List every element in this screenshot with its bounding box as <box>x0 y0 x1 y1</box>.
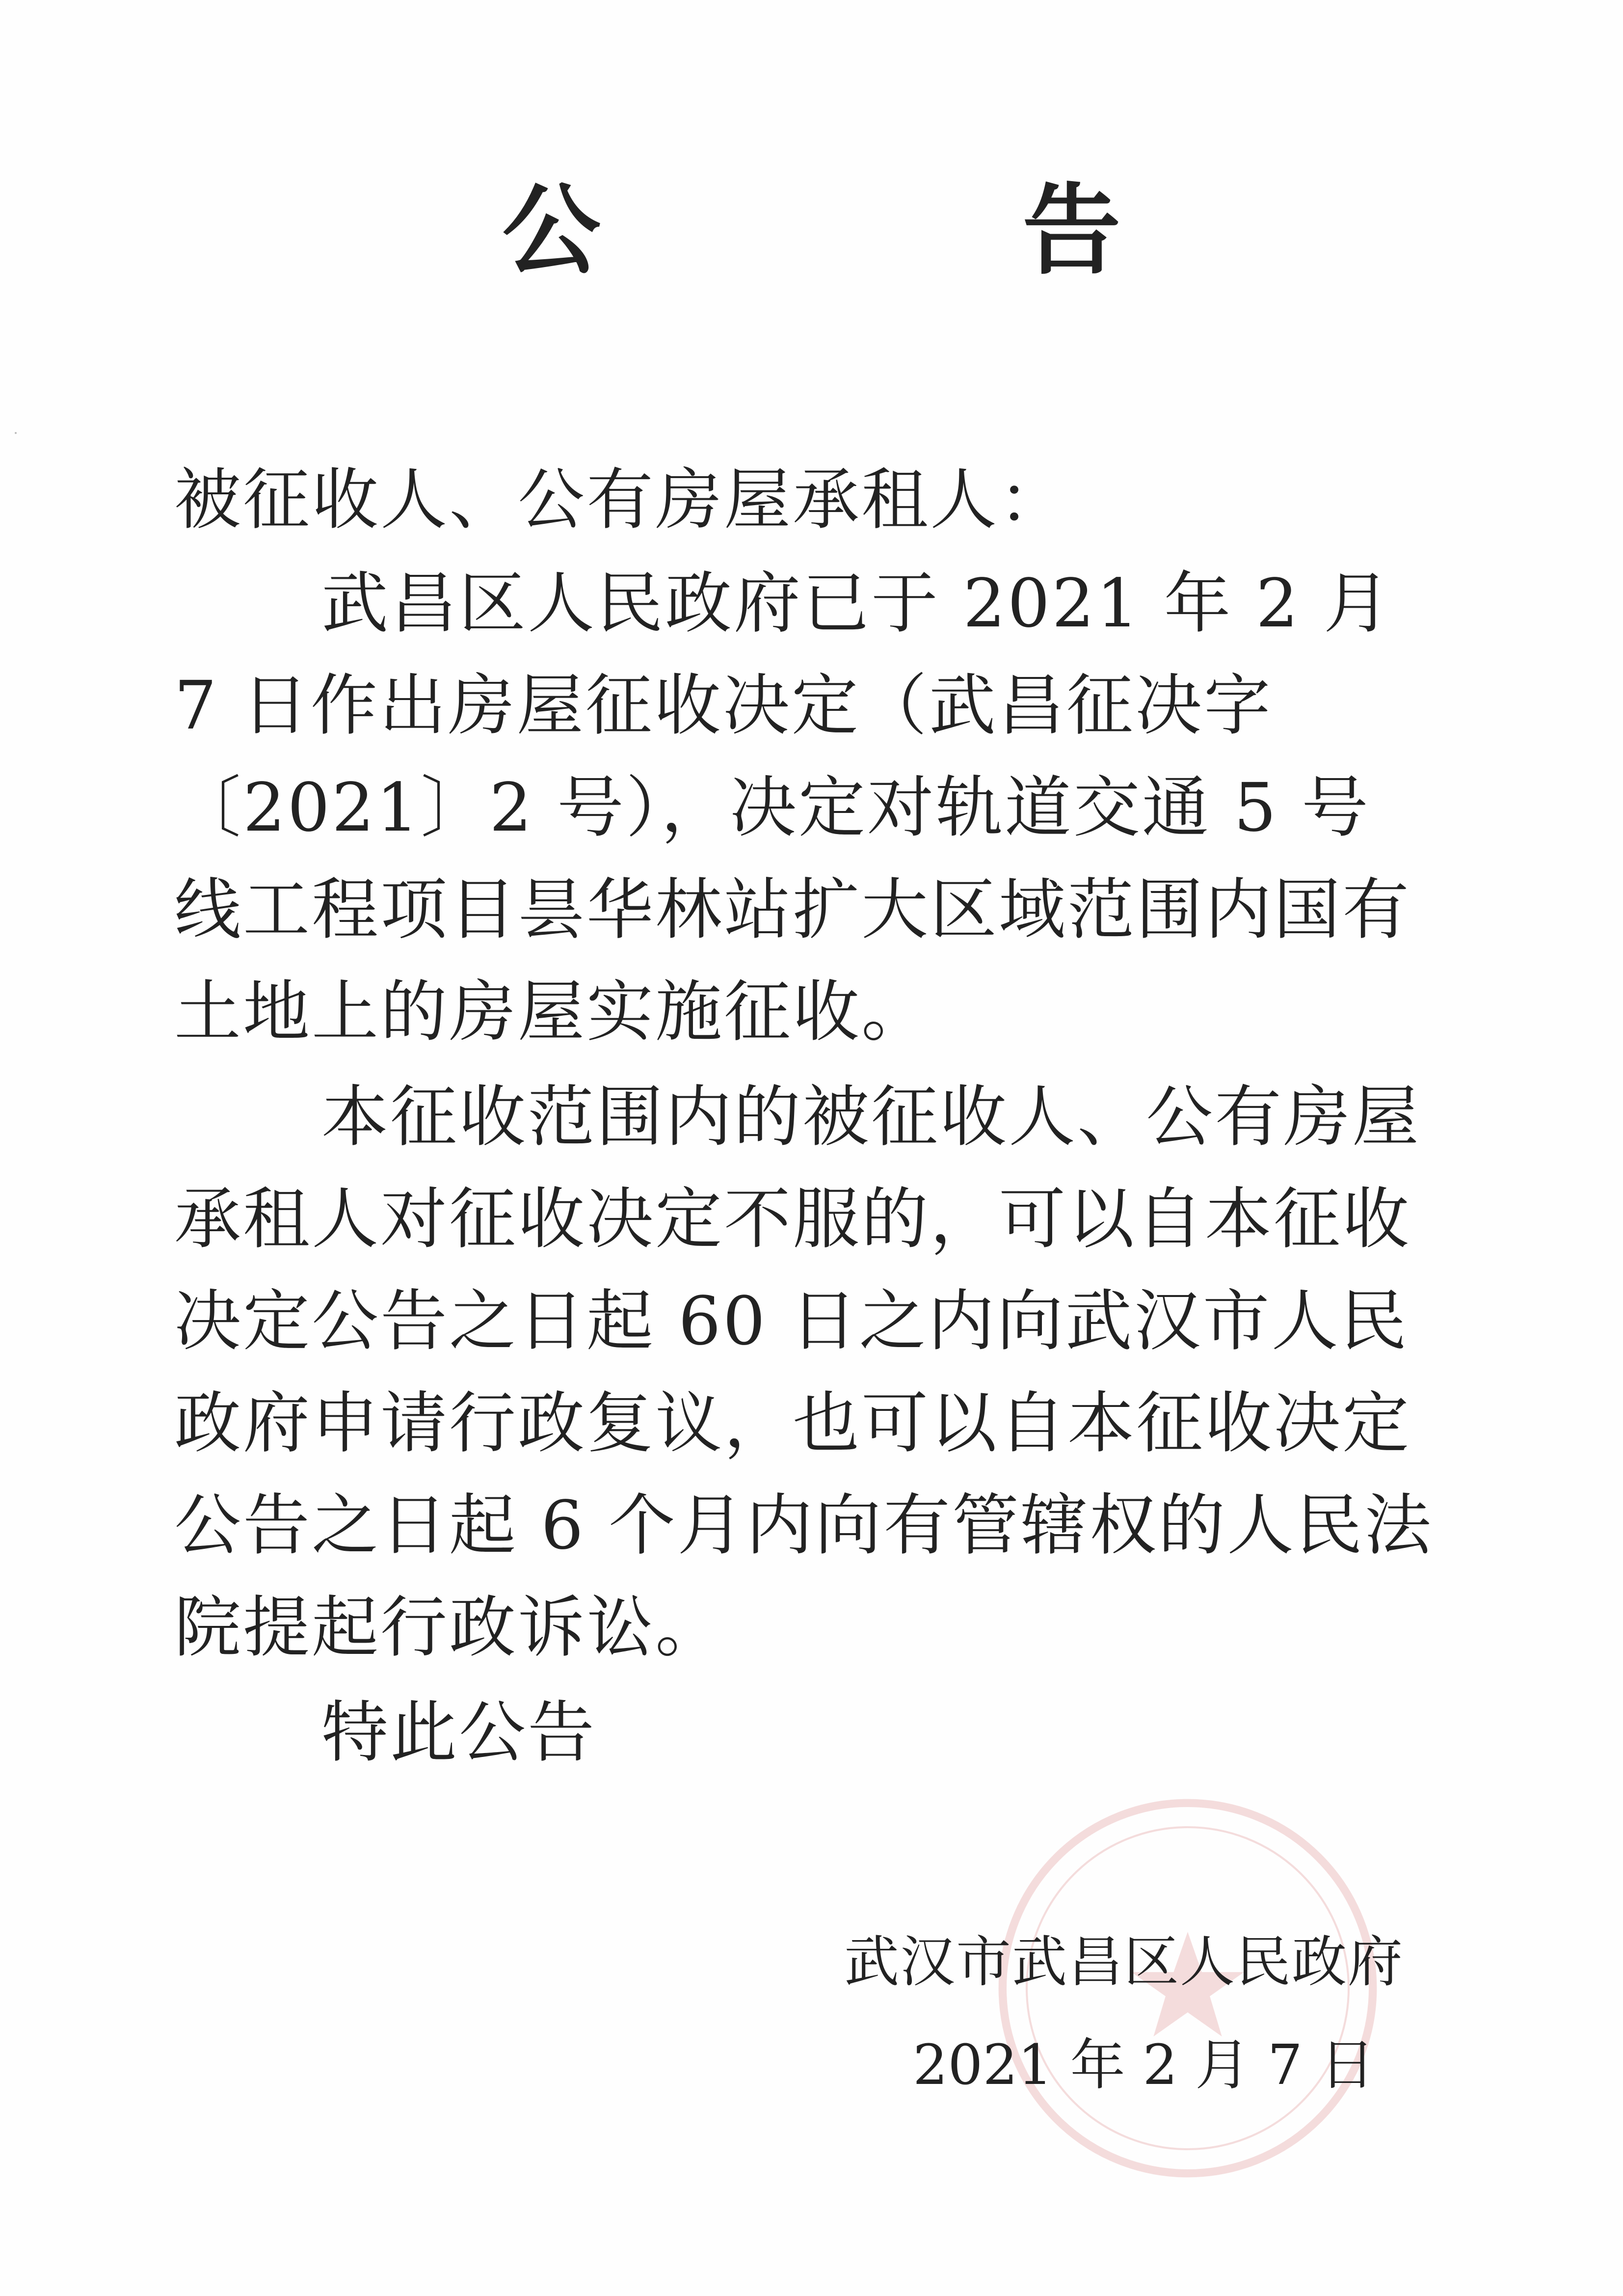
paragraph-appeal-rights: 本征收范围内的被征收人、公有房屋承租人对征收决定不服的，可以自本征收决定公告之日起 60 日之内向武汉市人民政府申请行政复议，也可以自本征收决定公告之日起 6 个月内向有管辖权的人民法院提起行政诉讼。 <box>174 1079 1433 1667</box>
issuing-authority: 武汉市武昌区人民政府 <box>844 1930 1404 1994</box>
closing-phrase: 特此公告 <box>321 1694 596 1772</box>
document-title: 公 告 <box>502 173 1283 288</box>
paragraph-decision: 武昌区人民政府已于 2021 年 2 月 7 日作出房屋征收决定（武昌征决字〔2021〕2 号），决定对轨道交通 5 号线工程项目昙华林站扩大区域范围内国有土地上的房屋实施征收。 <box>174 565 1411 1051</box>
scan-mark <box>15 432 17 434</box>
issue-date: 2021 年 2 月 7 日 <box>913 2033 1375 2097</box>
salutation: 被征收人、公有房屋承租人： <box>174 461 1067 539</box>
